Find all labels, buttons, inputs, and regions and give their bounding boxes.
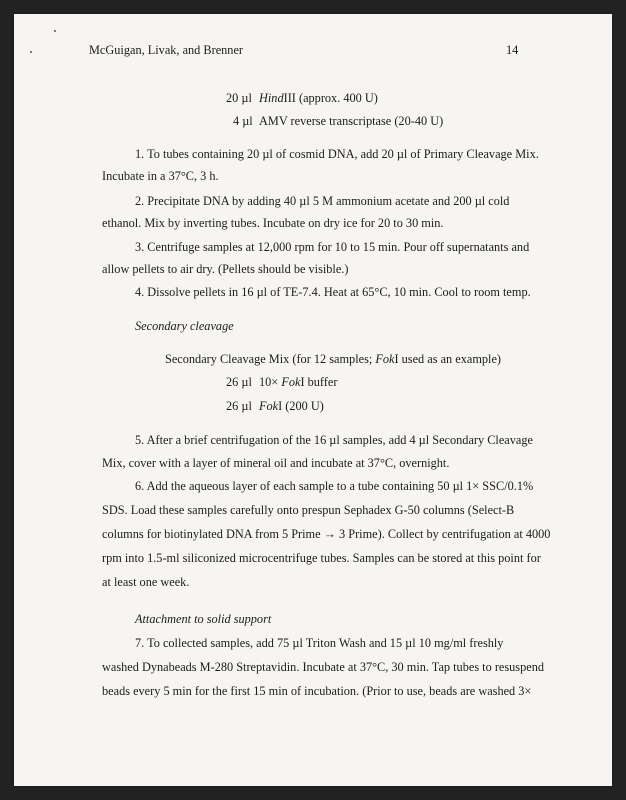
document-page <box>14 14 612 786</box>
step-7-line-3: beads every 5 min for the first 15 min of incubation. (Prior to use, beads are washed 3× <box>102 684 532 698</box>
reagent-name <box>259 399 324 413</box>
step-1-line-2: Incubate in a 37°C, 3 h. <box>102 169 219 183</box>
section-heading-attachment: Attachment to solid support <box>135 612 272 626</box>
reagent-amount: 26 µl <box>226 375 252 389</box>
step-3-line-2: allow pellets to air dry. (Pellets should be visible.) <box>102 262 349 276</box>
step-5-line-1: 5. After a brief centrifugation of the 16 µl samples, add 4 µl Secondary Cleavage <box>135 433 533 447</box>
section-heading-secondary-cleavage: Secondary cleavage <box>135 319 234 333</box>
enzyme-name: Fok <box>259 399 279 413</box>
step-7-line-2: washed Dynabeads M-280 Streptavidin. Incubate at 37°C, 30 min. Tap tubes to resuspend <box>102 660 544 674</box>
reagent-detail: III (approx. 400 U) <box>283 91 378 105</box>
step-1-line-1: 1. To tubes containing 20 µl of cosmid DNA, add 20 µl of Primary Cleavage Mix. <box>135 147 539 161</box>
reagent-name <box>259 375 337 389</box>
scan-speck <box>30 51 32 53</box>
enzyme-name: Hind <box>259 91 284 105</box>
step-2-line-1: 2. Precipitate DNA by adding 40 µl 5 M ammonium acetate and 200 µl cold <box>135 194 510 208</box>
reagent-name <box>259 114 443 128</box>
step-6-line-3: columns for biotinylated DNA from 5 Prime → 3 Prime). Collect by centrifugation at 4000 <box>102 527 551 541</box>
step-4-line-1: 4. Dissolve pellets in 16 µl of TE-7.4. Heat at 65°C, 10 min. Cool to room temp. <box>135 285 531 299</box>
reagent-prefix: 10× <box>259 375 282 389</box>
scan-speck <box>54 30 56 32</box>
secondary-mix-title <box>165 352 501 366</box>
page-number: 14 <box>506 43 519 57</box>
step-3-line-1: 3. Centrifuge samples at 12,000 rpm for 10 to 15 min. Pour off supernatants and <box>135 240 530 254</box>
reagent-detail: AMV reverse transcriptase (20-40 U) <box>259 114 444 128</box>
enzyme-name: Fok <box>375 352 395 366</box>
step-5-line-2: Mix, cover with a layer of mineral oil and incubate at 37°C, overnight. <box>102 456 450 470</box>
running-header-authors: McGuigan, Livak, and Brenner <box>89 43 244 57</box>
mix-title-start: Secondary Cleavage Mix (for 12 samples; <box>165 352 376 366</box>
step-2-line-2: ethanol. Mix by inverting tubes. Incubate on dry ice for 20 to 30 min. <box>102 216 444 230</box>
reagent-detail: I (200 U) <box>278 399 324 413</box>
step-6-line-2: SDS. Load these samples carefully onto prespun Sephadex G-50 columns (Select-B <box>102 503 515 517</box>
enzyme-name: Fok <box>281 375 301 389</box>
step-7-line-1: 7. To collected samples, add 75 µl Triton Wash and 15 µl 10 mg/ml freshly <box>135 636 504 650</box>
reagent-amount: 4 µl <box>233 114 253 128</box>
reagent-amount: 26 µl <box>226 399 252 413</box>
reagent-name <box>259 91 378 105</box>
mix-title-end: I used as an example) <box>394 352 502 366</box>
step-6-line-1: 6. Add the aqueous layer of each sample to a tube containing 50 µl 1× SSC/0.1% <box>135 479 534 493</box>
step-6-line-4: rpm into 1.5-ml siliconized microcentrifuge tubes. Samples can be stored at this point for <box>102 551 541 565</box>
reagent-detail: I buffer <box>300 375 338 389</box>
step-6-line-5: at least one week. <box>102 575 190 589</box>
reagent-amount: 20 µl <box>226 91 252 105</box>
